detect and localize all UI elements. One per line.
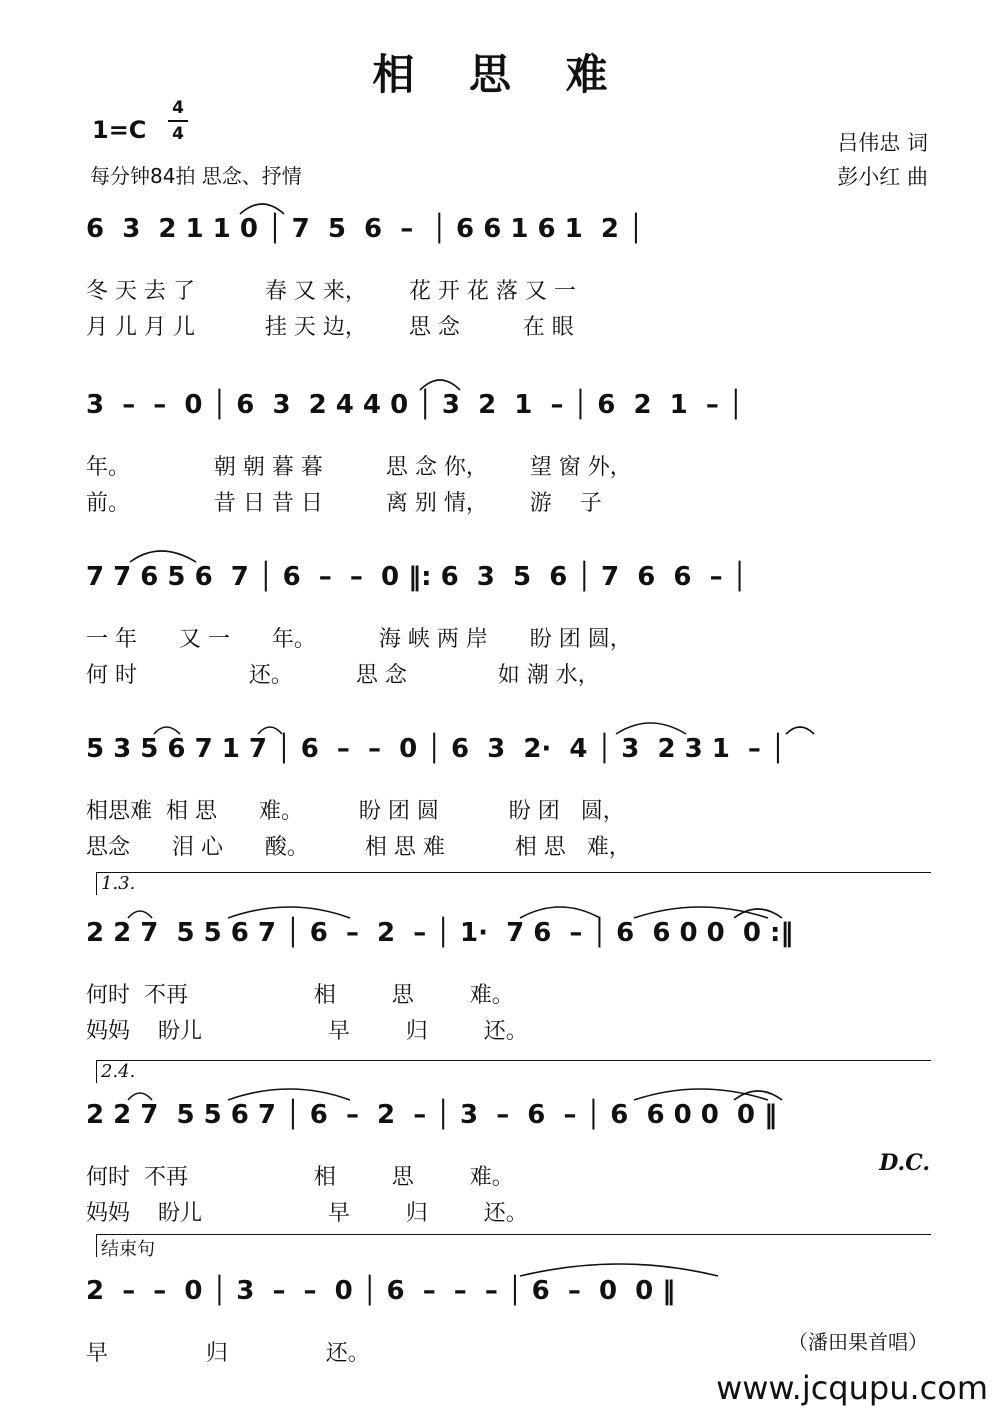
key-signature: 1=C bbox=[92, 116, 147, 144]
singer-credit: （潘田果首唱） bbox=[788, 1330, 928, 1354]
lyric-verse1-line-7: 早 归 还。 bbox=[86, 1341, 370, 1366]
da-capo-marking: D.C. bbox=[879, 1150, 930, 1176]
time-signature-top: 4 bbox=[172, 98, 184, 118]
volta-bracket-1-3 bbox=[96, 872, 931, 895]
lyric-verse1-line-6: 何时 不再 相 思 难。 bbox=[86, 1165, 514, 1190]
lyric-verse2-line-3: 何 时 还。 思 念 如 潮 水， bbox=[86, 663, 600, 688]
notes-line-2: 3 – – 0 │ 6 3 2 4 4 0 │ 3 2 1 – │ 6 2 1 – │ bbox=[86, 390, 744, 420]
lyric-verse2-line-4: 思念 泪 心 酸。 相 思 难 相 思 难， bbox=[86, 835, 631, 860]
notes-line-6: 2 2 7 5 5 6 7 │ 6 – 2 – │ 3 – 6 – │ 6 6 0 0 0 ‖ bbox=[86, 1100, 778, 1130]
watermark: www.jcqupu.com bbox=[716, 1369, 988, 1407]
lyricist: 吕伟忠 词 bbox=[837, 131, 928, 155]
notes-line-1: 6 3 2 1 1 0 │ 7 5 6 – │ 6 6 1 6 1 2 │ bbox=[86, 214, 644, 244]
time-signature bbox=[168, 98, 188, 144]
lyric-verse1-line-1: 冬 天 去 了 春 又 来， 花 开 花 落 又 一 bbox=[86, 279, 576, 304]
notes-line-4: 5 3 5 6 7 1 7 │ 6 – – 0 │ 6 3 2· 4 │ 3 2 3 1 – │ bbox=[86, 734, 786, 764]
notes-line-7: 2 – – 0 │ 3 – – 0 │ 6 – – – │ 6 – 0 0 ‖ bbox=[86, 1276, 676, 1306]
volta-bracket-2-4 bbox=[96, 1060, 931, 1083]
lyric-verse2-line-6: 妈妈 盼儿 早 归 还。 bbox=[86, 1201, 528, 1226]
song-title: 相 思 难 bbox=[372, 50, 628, 99]
time-signature-bottom: 4 bbox=[172, 124, 184, 144]
composer: 彭小红 曲 bbox=[837, 165, 928, 189]
lyric-verse1-line-5: 何时 不再 相 思 难。 bbox=[86, 983, 514, 1008]
lyric-verse1-line-3: 一 年 又 一 年。 海 峡 两 岸 盼 团 圆， bbox=[86, 627, 632, 652]
lyric-verse2-line-5: 妈妈 盼儿 早 归 还。 bbox=[86, 1019, 528, 1044]
volta-label: 1.3. bbox=[101, 873, 136, 894]
volta-bracket-ending bbox=[96, 1234, 931, 1260]
volta-label: 结束句 bbox=[101, 1239, 155, 1260]
lyric-verse2-line-1: 月 儿 月 儿 挂 天 边， 思 念 在 眼 bbox=[86, 315, 574, 340]
volta-label: 2.4. bbox=[101, 1061, 136, 1082]
tempo-marking: 每分钟84拍 思念、抒情 bbox=[90, 164, 302, 188]
lyric-verse1-line-2: 年。 朝 朝 暮 暮 思 念 你， 望 窗 外， bbox=[86, 455, 632, 480]
lyric-verse1-line-4: 相思难 相 思 难。 盼 团 圆 盼 团 圆， bbox=[86, 799, 625, 824]
notes-line-5: 2 2 7 5 5 6 7 │ 6 – 2 – │ 1· 7 6 – │ 6 6 0 0 0 :‖ bbox=[86, 918, 794, 948]
lyric-verse2-line-2: 前。 昔 日 昔 日 离 别 情， 游 子 bbox=[86, 491, 602, 516]
credits bbox=[837, 126, 928, 194]
notes-line-3: 7 7 6 5 6 7 │ 6 – – 0 ‖: 6 3 5 6 │ 7 6 6 – │ bbox=[86, 562, 748, 592]
